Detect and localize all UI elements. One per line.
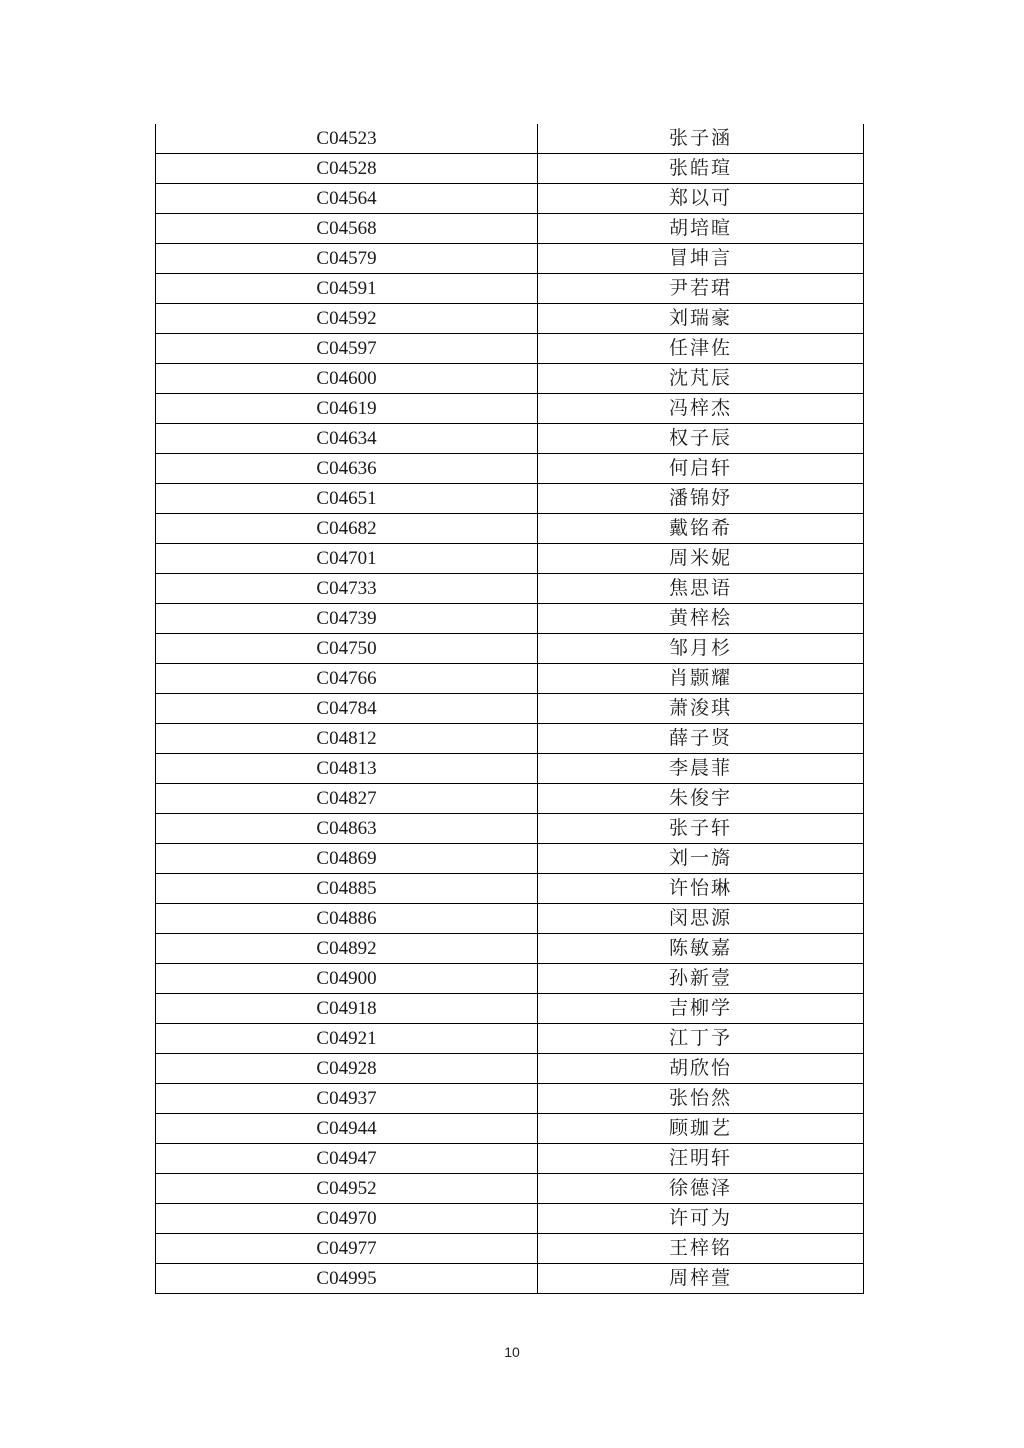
table-row — [156, 724, 864, 754]
student-name-cell: 焦思语 — [538, 574, 864, 604]
table-row — [156, 304, 864, 334]
table-row — [156, 604, 864, 634]
student-name-cell: 张怡然 — [538, 1084, 864, 1114]
table-row — [156, 364, 864, 394]
table-row — [156, 1204, 864, 1234]
student-id-cell: C04937 — [156, 1084, 538, 1114]
student-name-cell: 周米妮 — [538, 544, 864, 574]
student-name-cell: 权子辰 — [538, 424, 864, 454]
student-name-cell: 黄梓桧 — [538, 604, 864, 634]
student-name-cell: 张皓瑄 — [538, 154, 864, 184]
student-name-cell: 王梓铭 — [538, 1234, 864, 1264]
student-name-cell: 陈敏嘉 — [538, 934, 864, 964]
table-row — [156, 754, 864, 784]
student-name-cell: 江丁予 — [538, 1024, 864, 1054]
student-name-cell: 汪明轩 — [538, 1144, 864, 1174]
student-name-cell: 胡欣怡 — [538, 1054, 864, 1084]
table-row — [156, 574, 864, 604]
student-name-cell: 萧浚琪 — [538, 694, 864, 724]
student-name-cell: 许可为 — [538, 1204, 864, 1234]
student-name-cell: 冯梓杰 — [538, 394, 864, 424]
roster-table-body — [156, 124, 864, 1294]
student-id-cell: C04739 — [156, 604, 538, 634]
student-id-cell: C04592 — [156, 304, 538, 334]
student-id-cell: C04619 — [156, 394, 538, 424]
student-id-cell: C04812 — [156, 724, 538, 754]
student-name-cell: 胡培暄 — [538, 214, 864, 244]
student-id-cell: C04636 — [156, 454, 538, 484]
student-id-cell: C04944 — [156, 1114, 538, 1144]
student-id-cell: C04564 — [156, 184, 538, 214]
student-id-cell: C04597 — [156, 334, 538, 364]
student-id-cell: C04885 — [156, 874, 538, 904]
student-name-cell: 戴铭希 — [538, 514, 864, 544]
student-name-cell: 冒坤言 — [538, 244, 864, 274]
table-row — [156, 784, 864, 814]
table-row — [156, 904, 864, 934]
student-id-cell: C04921 — [156, 1024, 538, 1054]
student-name-cell: 郑以可 — [538, 184, 864, 214]
table-row — [156, 1024, 864, 1054]
table-row — [156, 274, 864, 304]
student-id-cell: C04892 — [156, 934, 538, 964]
student-name-cell: 朱俊宇 — [538, 784, 864, 814]
student-id-cell: C04995 — [156, 1264, 538, 1294]
student-name-cell: 周梓萱 — [538, 1264, 864, 1294]
student-name-cell: 潘锦妤 — [538, 484, 864, 514]
table-row — [156, 634, 864, 664]
student-id-cell: C04928 — [156, 1054, 538, 1084]
table-row — [156, 664, 864, 694]
student-name-cell: 刘瑞豪 — [538, 304, 864, 334]
table-row — [156, 184, 864, 214]
student-name-cell: 顾珈艺 — [538, 1114, 864, 1144]
student-id-cell: C04970 — [156, 1204, 538, 1234]
student-id-cell: C04733 — [156, 574, 538, 604]
student-id-cell: C04869 — [156, 844, 538, 874]
student-name-cell: 邹月杉 — [538, 634, 864, 664]
page-number: 10 — [504, 1344, 520, 1360]
table-row — [156, 334, 864, 364]
table-row — [156, 964, 864, 994]
student-id-cell: C04591 — [156, 274, 538, 304]
table-row — [156, 154, 864, 184]
student-name-cell: 吉柳学 — [538, 994, 864, 1024]
student-id-cell: C04827 — [156, 784, 538, 814]
table-row — [156, 1264, 864, 1294]
table-row — [156, 1174, 864, 1204]
student-name-cell: 刘一旖 — [538, 844, 864, 874]
student-name-cell: 何启轩 — [538, 454, 864, 484]
student-name-cell: 徐德泽 — [538, 1174, 864, 1204]
student-id-cell: C04523 — [156, 124, 538, 154]
table-row — [156, 874, 864, 904]
student-id-cell: C04682 — [156, 514, 538, 544]
table-row — [156, 454, 864, 484]
student-name-cell: 尹若珺 — [538, 274, 864, 304]
student-id-cell: C04600 — [156, 364, 538, 394]
table-row — [156, 1084, 864, 1114]
student-name-cell: 许怡琳 — [538, 874, 864, 904]
student-id-cell: C04579 — [156, 244, 538, 274]
table-row — [156, 1114, 864, 1144]
student-name-cell: 李晨菲 — [538, 754, 864, 784]
table-row — [156, 484, 864, 514]
student-id-cell: C04900 — [156, 964, 538, 994]
student-id-cell: C04952 — [156, 1174, 538, 1204]
student-id-cell: C04568 — [156, 214, 538, 244]
student-id-cell: C04528 — [156, 154, 538, 184]
table-row — [156, 934, 864, 964]
student-name-cell: 薛子贤 — [538, 724, 864, 754]
table-row — [156, 424, 864, 454]
student-id-cell: C04634 — [156, 424, 538, 454]
roster-table — [155, 124, 864, 1294]
student-id-cell: C04813 — [156, 754, 538, 784]
student-id-cell: C04863 — [156, 814, 538, 844]
student-name-cell: 任津佐 — [538, 334, 864, 364]
student-id-cell: C04766 — [156, 664, 538, 694]
table-row — [156, 1234, 864, 1264]
student-id-cell: C04886 — [156, 904, 538, 934]
student-id-cell: C04651 — [156, 484, 538, 514]
table-row — [156, 394, 864, 424]
student-name-cell: 沈芃辰 — [538, 364, 864, 394]
student-name-cell: 张子轩 — [538, 814, 864, 844]
table-row — [156, 544, 864, 574]
student-id-cell: C04947 — [156, 1144, 538, 1174]
table-row — [156, 1054, 864, 1084]
table-row — [156, 694, 864, 724]
table-row — [156, 124, 864, 154]
table-row — [156, 514, 864, 544]
student-id-cell: C04977 — [156, 1234, 538, 1264]
student-id-cell: C04784 — [156, 694, 538, 724]
table-row — [156, 244, 864, 274]
table-row — [156, 994, 864, 1024]
table-row — [156, 1144, 864, 1174]
student-name-cell: 孙新壹 — [538, 964, 864, 994]
student-name-cell: 闵思源 — [538, 904, 864, 934]
table-row — [156, 844, 864, 874]
student-name-cell: 张子涵 — [538, 124, 864, 154]
student-id-cell: C04918 — [156, 994, 538, 1024]
student-id-cell: C04750 — [156, 634, 538, 664]
table-row — [156, 214, 864, 244]
student-id-cell: C04701 — [156, 544, 538, 574]
student-name-cell: 肖颢耀 — [538, 664, 864, 694]
table-row — [156, 814, 864, 844]
